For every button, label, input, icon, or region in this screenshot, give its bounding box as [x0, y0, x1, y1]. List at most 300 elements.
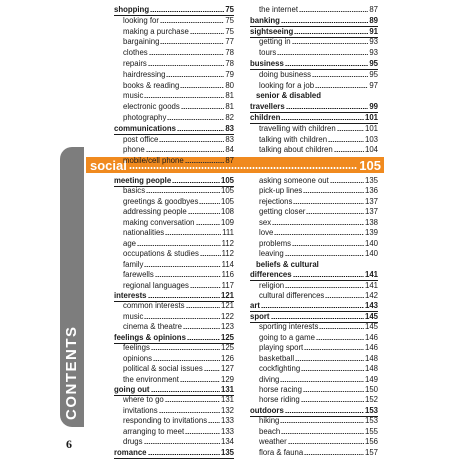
toc-entry[interactable] — [123, 196, 234, 207]
leader-dots — [172, 182, 220, 183]
entry-label: the internet — [259, 5, 299, 14]
entry-label: post office — [123, 134, 159, 144]
entry-page: 139 — [364, 228, 378, 238]
entry-page: 131 — [220, 395, 234, 405]
entry-label: rejections — [259, 196, 293, 206]
entry-label: sport — [250, 311, 270, 321]
leader-dots — [281, 22, 368, 23]
entry-label: greetings & goodbyes — [123, 196, 199, 206]
entry-label: electronic goods — [123, 102, 180, 112]
leader-dots — [271, 318, 364, 319]
toc-entry[interactable] — [123, 405, 234, 416]
toc-entry[interactable] — [259, 353, 378, 364]
toc-entry[interactable] — [123, 58, 234, 69]
entry-label: getting closer — [259, 207, 306, 217]
leader-dots — [285, 287, 364, 288]
entry-label: doing business — [259, 69, 312, 79]
entry-page: 140 — [364, 238, 378, 248]
entry-label: travellers — [250, 102, 285, 112]
leader-dots — [337, 130, 364, 131]
toc-entry[interactable] — [259, 196, 378, 207]
toc-entry[interactable] — [123, 353, 234, 364]
toc-entry[interactable] — [259, 394, 378, 405]
entry-page: 87 — [225, 156, 234, 166]
leader-dots — [177, 130, 224, 131]
leader-dots — [303, 192, 364, 193]
entry-label: making conversation — [123, 217, 195, 227]
leader-dots — [294, 33, 368, 34]
entry-label: leaving — [259, 249, 284, 259]
section-title: social — [90, 157, 127, 173]
entry-label: looking for a job — [259, 80, 315, 90]
toc-entry[interactable] — [259, 332, 378, 343]
entry-page: 83 — [225, 134, 234, 144]
entry-page: 112 — [221, 249, 234, 259]
toc-entry[interactable] — [123, 144, 234, 155]
leader-dots — [137, 245, 221, 246]
leader-dots — [153, 360, 220, 361]
leader-dots — [151, 349, 220, 350]
entry-page: 141 — [364, 280, 378, 290]
entry-label: basketball — [259, 353, 295, 363]
toc-entry[interactable] — [123, 248, 234, 259]
toc-entry[interactable] — [123, 134, 234, 145]
leader-dots — [144, 318, 220, 319]
toc-entry[interactable] — [123, 321, 234, 332]
entry-page: 141 — [364, 270, 378, 280]
toc-entry[interactable] — [123, 36, 234, 47]
entry-page: 112 — [221, 238, 234, 248]
entry-label: political & social issues — [123, 364, 203, 374]
toc-major-entry[interactable] — [114, 447, 234, 459]
toc-entry[interactable] — [123, 80, 234, 91]
entry-label: children — [250, 113, 281, 122]
entry-label: invitations — [123, 405, 158, 415]
entry-label: the environment — [123, 374, 179, 384]
entry-label: basics — [123, 186, 146, 196]
entry-page: 134 — [220, 437, 234, 447]
entry-page: 81 — [225, 91, 234, 101]
toc-entry[interactable] — [123, 15, 234, 26]
leader-dots — [148, 454, 220, 455]
toc-entry[interactable] — [123, 155, 234, 166]
entry-page: 91 — [369, 26, 378, 36]
entry-label: phone — [123, 145, 145, 155]
toc-entry[interactable] — [259, 384, 378, 395]
toc-entry[interactable] — [123, 227, 234, 238]
leader-dots — [188, 213, 220, 214]
toc-heading: beliefs & cultural — [256, 259, 319, 269]
entry-page: 114 — [221, 259, 234, 269]
entry-label: feelings & opinions — [114, 332, 186, 342]
toc-heading: senior & disabled — [256, 91, 321, 101]
entry-page: 156 — [364, 437, 378, 447]
entry-page: 155 — [364, 426, 378, 436]
leader-dots — [286, 108, 369, 109]
entry-page: 133 — [220, 416, 234, 426]
entry-page: 153 — [364, 405, 378, 415]
entry-page: 101 — [364, 123, 378, 133]
entry-label: cinema & theatre — [123, 322, 182, 332]
entry-page: 116 — [221, 270, 234, 280]
entry-label: clothes — [123, 48, 148, 58]
entry-page: 109 — [220, 217, 234, 227]
entry-label: age — [123, 238, 137, 248]
toc-entry[interactable] — [259, 134, 378, 145]
leader-dots — [293, 203, 364, 204]
toc-entry[interactable] — [259, 280, 378, 291]
entry-label: diving — [259, 374, 280, 384]
leader-dots — [187, 339, 220, 340]
entry-page: 148 — [364, 364, 378, 374]
toc-entry[interactable] — [259, 36, 378, 47]
entry-label: looking for — [123, 15, 159, 25]
entry-page: 127 — [220, 364, 234, 374]
entry-page: 82 — [225, 113, 234, 122]
leader-dots — [160, 43, 224, 44]
leader-dots — [190, 287, 221, 288]
leader-dots — [165, 401, 220, 402]
toc-entry[interactable] — [123, 90, 234, 101]
toc-entry[interactable] — [259, 47, 378, 58]
entry-page: 89 — [369, 15, 378, 25]
entry-label: opinions — [123, 353, 153, 363]
toc-entry[interactable] — [123, 311, 234, 322]
entry-label: hiking — [259, 416, 280, 426]
leader-dots — [306, 213, 364, 214]
entry-label: getting in — [259, 37, 291, 47]
entry-label: talking about children — [259, 145, 333, 155]
leader-dots — [159, 412, 220, 413]
entry-page: 103 — [364, 134, 378, 144]
toc-entry[interactable] — [123, 112, 234, 123]
leader-dots — [151, 391, 220, 392]
toc-entry[interactable] — [259, 447, 378, 458]
entry-page: 131 — [220, 385, 234, 394]
entry-page: 150 — [364, 385, 378, 394]
entry-page: 75 — [225, 15, 234, 25]
toc-entry[interactable] — [123, 101, 234, 112]
toc-entry[interactable] — [123, 259, 234, 270]
entry-page: 123 — [220, 322, 234, 332]
toc-entry[interactable] — [123, 47, 234, 58]
entry-label: sex — [259, 217, 272, 227]
entry-page: 105 — [220, 186, 234, 196]
leader-dots — [281, 433, 364, 434]
entry-label: cultural differences — [259, 290, 325, 300]
leader-dots — [316, 339, 364, 340]
leader-dots — [280, 422, 364, 423]
toc-entry[interactable] — [259, 69, 378, 80]
toc-entry[interactable] — [123, 363, 234, 374]
entry-label: common interests — [123, 301, 185, 311]
page-number: 6 — [66, 437, 72, 451]
entry-page: 105 — [220, 176, 234, 185]
leader-dots — [301, 401, 364, 402]
leader-dots — [281, 119, 364, 120]
leader-dots — [150, 11, 224, 12]
entry-page: 75 — [225, 5, 234, 14]
entry-label: photography — [123, 113, 167, 122]
entry-label: cockfighting — [259, 364, 301, 374]
entry-page: 146 — [364, 343, 378, 353]
entry-page: 146 — [364, 332, 378, 342]
leader-dots — [149, 54, 225, 55]
entry-page: 132 — [220, 405, 234, 415]
entry-label: business — [250, 59, 284, 68]
toc-entry[interactable] — [259, 426, 378, 437]
leader-dots — [196, 224, 220, 225]
leader-dots — [325, 297, 364, 298]
entry-label: hairdressing — [123, 69, 166, 79]
entry-label: talking with children — [259, 134, 328, 144]
entry-page: 142 — [364, 290, 378, 300]
entry-label: music — [123, 311, 144, 321]
leader-dots — [180, 381, 220, 382]
toc-entry[interactable] — [123, 426, 234, 437]
leader-dots — [292, 43, 369, 44]
entry-label: responding to invitations — [123, 416, 208, 426]
toc-entry[interactable] — [123, 342, 234, 353]
leader-dots — [159, 141, 224, 142]
entry-label: love — [259, 228, 274, 238]
entry-page: 83 — [225, 123, 234, 133]
entry-page: 135 — [364, 176, 378, 185]
toc-entry[interactable] — [123, 206, 234, 217]
toc-entry[interactable] — [259, 144, 378, 155]
entry-page: 138 — [364, 217, 378, 227]
leader-dots — [146, 192, 220, 193]
section-page: 105 — [359, 157, 381, 173]
entry-page: 122 — [220, 311, 234, 321]
entry-label: religion — [259, 280, 285, 290]
entry-page: 78 — [225, 59, 234, 68]
toc-entry[interactable] — [123, 26, 234, 37]
entry-page: 78 — [225, 48, 234, 58]
entry-label: tours — [259, 48, 277, 58]
leader-dots — [299, 11, 368, 12]
leader-dots — [304, 454, 364, 455]
leader-dots — [155, 276, 221, 277]
toc-entry[interactable] — [123, 217, 234, 228]
leader-dots — [185, 162, 225, 163]
leader-dots — [292, 245, 364, 246]
entry-label: regional languages — [123, 280, 189, 290]
entry-label: books & reading — [123, 80, 180, 90]
leader-dots — [330, 182, 364, 183]
entry-label: mobile/cell phone — [123, 156, 184, 166]
leader-dots — [144, 97, 224, 98]
leader-dots — [272, 224, 364, 225]
toc-entry[interactable] — [259, 175, 378, 186]
entry-page: 97 — [369, 80, 378, 90]
entry-label: communications — [114, 123, 176, 133]
entry-page: 121 — [220, 301, 234, 311]
entry-page: 77 — [225, 37, 234, 47]
toc-entry[interactable] — [259, 415, 378, 426]
toc-entry[interactable] — [259, 363, 378, 374]
entry-label: going out — [114, 385, 150, 394]
entry-label: sporting interests — [259, 322, 319, 332]
entry-page: 152 — [364, 395, 378, 405]
entry-page: 95 — [369, 69, 378, 79]
leader-dots — [180, 87, 224, 88]
entry-label: art — [250, 301, 260, 311]
leader-dots — [303, 391, 364, 392]
toc-entry[interactable] — [123, 436, 234, 447]
entry-label: beach — [259, 426, 281, 436]
toc-entry[interactable] — [259, 374, 378, 385]
leader-dots — [312, 76, 368, 77]
toc-entry[interactable] — [259, 248, 378, 259]
toc-entry[interactable] — [123, 69, 234, 80]
entry-label: shopping — [114, 5, 150, 14]
leader-dots — [160, 22, 224, 23]
entry-page: 117 — [221, 280, 234, 290]
entry-label: sightseeing — [250, 26, 294, 36]
entry-label: banking — [250, 15, 280, 25]
entry-label: problems — [259, 238, 292, 248]
toc-entry[interactable] — [123, 394, 234, 405]
toc-entry[interactable] — [123, 374, 234, 385]
leader-dots — [129, 167, 357, 169]
entry-page: 135 — [220, 447, 234, 457]
entry-label: interests — [114, 290, 147, 300]
leader-dots — [304, 349, 364, 350]
entry-page: 126 — [220, 353, 234, 363]
leader-dots — [148, 65, 224, 66]
leader-dots — [146, 151, 225, 152]
entry-label: romance — [114, 447, 147, 457]
entry-label: family — [123, 259, 144, 269]
leader-dots — [301, 370, 364, 371]
toc-entry[interactable] — [259, 123, 378, 134]
entry-page: 81 — [225, 102, 234, 112]
toc-entry[interactable] — [259, 4, 378, 15]
leader-dots — [293, 276, 364, 277]
leader-dots — [274, 234, 364, 235]
entry-label: arranging to meet — [123, 426, 185, 436]
leader-dots — [285, 65, 369, 66]
entry-label: outdoors — [250, 405, 284, 415]
entry-page: 145 — [364, 322, 378, 332]
leader-dots — [295, 360, 364, 361]
entry-label: repairs — [123, 59, 147, 68]
entry-page: 101 — [364, 113, 378, 122]
entry-page: 104 — [364, 145, 378, 155]
toc-entry[interactable] — [259, 436, 378, 447]
toc-entry[interactable] — [259, 290, 378, 301]
entry-page: 93 — [369, 37, 378, 47]
entry-page: 93 — [369, 48, 378, 58]
entry-label: nationalities — [123, 228, 165, 238]
leader-dots — [277, 54, 368, 55]
entry-page: 133 — [220, 426, 234, 436]
toc-entry[interactable] — [259, 342, 378, 353]
entry-page: 108 — [220, 207, 234, 217]
entry-label: playing sport — [259, 343, 304, 353]
leader-dots — [204, 370, 220, 371]
toc-entry[interactable] — [123, 280, 234, 291]
leader-dots — [144, 443, 220, 444]
entry-page: 143 — [364, 301, 378, 311]
entry-label: occupations & studies — [123, 249, 199, 259]
entry-page: 137 — [364, 207, 378, 217]
entry-label: pick-up lines — [259, 186, 303, 196]
entry-page: 105 — [220, 196, 234, 206]
leader-dots — [288, 443, 364, 444]
leader-dots — [334, 151, 364, 152]
leader-dots — [208, 422, 220, 423]
entry-page: 79 — [225, 69, 234, 79]
entry-label: farewells — [123, 270, 154, 280]
entry-label: differences — [250, 270, 292, 280]
leader-dots — [166, 76, 224, 77]
entry-label: where to go — [123, 395, 164, 405]
entry-page: 95 — [369, 59, 378, 68]
entry-label: feelings — [123, 343, 150, 353]
toc-entry[interactable] — [123, 238, 234, 249]
entry-page: 137 — [364, 196, 378, 206]
leader-dots — [144, 266, 220, 267]
entry-page: 99 — [369, 102, 378, 112]
entry-label: going to a game — [259, 332, 315, 342]
entry-page: 145 — [364, 311, 378, 321]
toc-entry[interactable] — [123, 185, 234, 196]
entry-page: 111 — [222, 228, 234, 238]
toc-entry[interactable] — [259, 185, 378, 196]
contents-tab-label — [63, 400, 80, 420]
leader-dots — [165, 234, 221, 235]
entry-page: 149 — [364, 374, 378, 384]
toc-entry[interactable] — [123, 269, 234, 280]
entry-label: addressing people — [123, 207, 187, 217]
entry-label: bargaining — [123, 37, 160, 47]
leader-dots — [285, 412, 364, 413]
leader-dots — [319, 328, 364, 329]
entry-page: 129 — [220, 374, 234, 384]
leader-dots — [181, 108, 225, 109]
toc-entry[interactable] — [259, 227, 378, 238]
toc-entry[interactable] — [259, 206, 378, 217]
entry-page: 75 — [225, 26, 234, 36]
entry-page: 136 — [364, 186, 378, 196]
toc-entry[interactable] — [259, 321, 378, 332]
entry-page: 157 — [364, 447, 378, 457]
toc-entry[interactable] — [259, 80, 378, 91]
entry-label: drugs — [123, 437, 143, 447]
entry-page: 125 — [220, 343, 234, 353]
leader-dots — [199, 203, 220, 204]
entry-label: travelling with children — [259, 123, 336, 133]
toc-entry[interactable] — [123, 300, 234, 311]
leader-dots — [261, 307, 364, 308]
leader-dots — [315, 87, 368, 88]
leader-dots — [285, 255, 364, 256]
leader-dots — [280, 381, 364, 382]
toc-entry[interactable] — [259, 238, 378, 249]
entry-label: horse racing — [259, 385, 302, 394]
leader-dots — [190, 33, 224, 34]
entry-page: 80 — [225, 80, 234, 90]
entry-label: making a purchase — [123, 26, 189, 36]
leader-dots — [328, 141, 364, 142]
leader-dots — [185, 433, 220, 434]
toc-entry[interactable] — [259, 217, 378, 228]
entry-label: asking someone out — [259, 176, 329, 185]
toc-entry[interactable] — [123, 415, 234, 426]
entry-page: 87 — [369, 5, 378, 14]
